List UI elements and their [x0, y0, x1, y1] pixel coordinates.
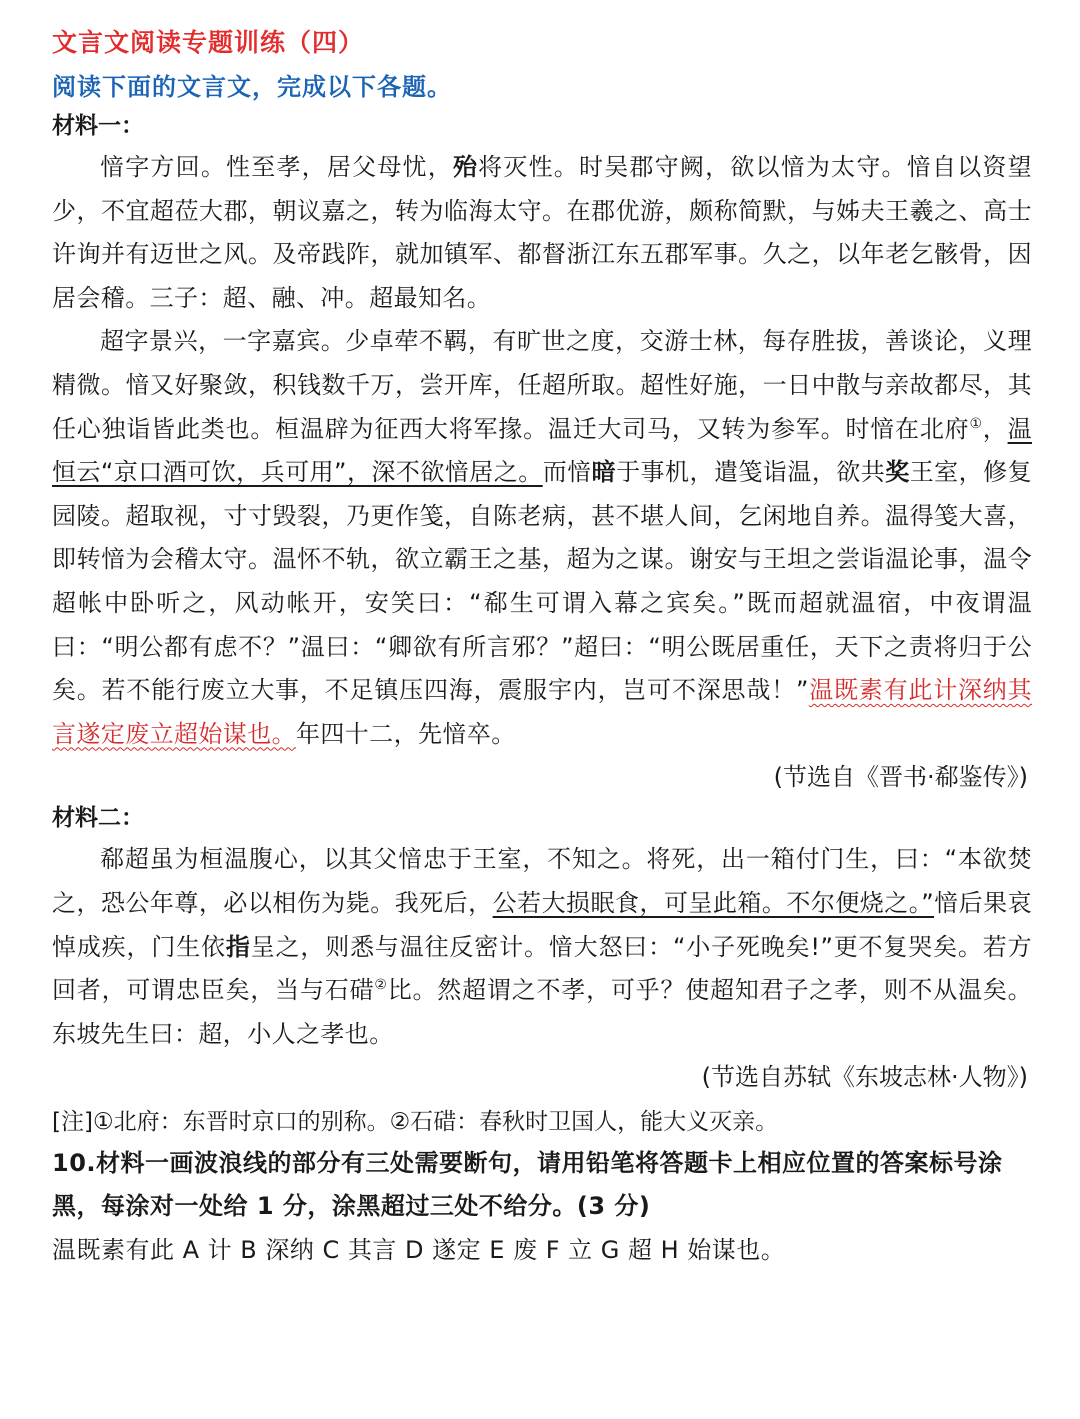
- material-one-paragraph-2: [52, 320, 1032, 756]
- bold-keyword: 殆: [452, 153, 479, 181]
- document-title: 文言文阅读专题训练（四）: [52, 28, 365, 57]
- text-run: 郗超虽为桓温腹心，以其父愔忠于王室，不知之。将死，出一箱付门生，曰：“本欲焚之，恐公年尊，必以相伤为毙。我死后，: [52, 845, 1032, 917]
- wavy-underlined-sentence: 温既素有此计深纳其言遂定废立超始谋也。: [52, 676, 1032, 748]
- text-run: ，: [982, 414, 1008, 443]
- bold-keyword: 奖: [885, 458, 910, 487]
- footnote: [注]①北府：东晋时京口的别称。②石碏：春秋时卫国人，能大义灭亲。: [52, 1109, 779, 1136]
- text-run: 于事机，遣笺诣温，欲共: [616, 458, 886, 487]
- footnote-marker: ②: [374, 977, 388, 994]
- material-one-heading: 材料一：: [52, 113, 144, 139]
- text-run: 王室，修复园陵。超取视，寸寸毁裂，乃更作笺，自陈老病，甚不堪人间，乞闲地自养。温得笺大喜，即转愔为会稽太守。温怀不轨，欲立霸王之基，超为之谋。谢安与王坦之尝诣温论事，温令超帐中卧听之，风动帐开，安笑曰：“郗生可谓入幕之宾矣。”既而超就温宿，中夜谓温曰：“明公都有虑不？”温曰：“卿欲有所言邪？”超曰：“明公既居重任，天下之责将归于公矣。若不能行废立大事，不足镇压四海，震服宇内，岂可不深思哉！”: [52, 458, 1032, 705]
- document-page: [52, 26, 1032, 1272]
- instruction-line: 阅读下面的文言文，完成以下各题。: [52, 73, 452, 101]
- text-run: 比。然超谓之不孝，可乎？使超知君子之孝，则不从温矣。东坡先生曰：超，小人之孝也。: [52, 976, 1033, 1048]
- material-two-heading: 材料二：: [52, 805, 144, 832]
- question-10: 10.材料一画波浪线的部分有三处需要断句，请用铅笔将答题卡上相应位置的答案标号涂黑，每涂对一处给 1 分，涂黑超过三处不给分。(3 分): [52, 1149, 1003, 1221]
- text-run: 呈之，则悉与温往反密计。愔大怒曰：“小子死晚矣!”更不复哭矣。若方回者，可谓忠臣矣，当与石碏: [52, 932, 1032, 1005]
- text-run: 超字景兴，一字嘉宾。少卓荦不羁，有旷世之度，交游士林，每存胜拔，善谈论，义理精微。愔又好聚敛，积钱数千万，尝开库，任超所取。超性好施，一日中散与亲故都尽，其任心独诣皆此类也。桓温辟为征西大将军掾。温迁大司马，又转为参军。时愔在北府: [52, 327, 1032, 443]
- material-one-paragraph-1: [52, 146, 1032, 320]
- material-two-paragraph: [52, 838, 1032, 1056]
- underlined-sentence: 公若大损眠食，可呈此箱。不尔便烧之。”: [492, 888, 935, 917]
- material-two-source: (节选自苏轼《东坡志林·人物》): [701, 1063, 1028, 1092]
- text-run: 愔字方回。性至孝，居父母忧，: [100, 153, 453, 181]
- material-one-source: (节选自《晋书·郗鉴传》): [773, 763, 1028, 792]
- bold-keyword: 暗: [591, 458, 617, 487]
- question-10-options: 温既素有此 A 计 B 深纳 C 其言 D 遂定 E 废 F 立 G 超 H 始谋也。: [52, 1236, 786, 1265]
- text-run: 而愔: [542, 458, 592, 487]
- footnote-marker: ①: [969, 415, 983, 432]
- bold-keyword: 指: [225, 932, 251, 961]
- text-run: 将灭性。时吴郡守阙，欲以愔为太守。愔自以资望少，不宜超莅大郡，朝议嘉之，转为临海太守。在郡优游，颇称简默，与姊夫王羲之、高士许询并有迈世之风。及帝践阼，就加镇军、都督浙江东五郡军事。久之，以年老乞骸骨，因居会稽。三子：超、融、冲。超最知名。: [52, 153, 1032, 312]
- text-run: 年四十二，先愔卒。: [296, 719, 516, 748]
- text-run: 愔后果哀悼成疾，门生依: [52, 888, 1032, 961]
- underlined-sentence: 温恒云“京口酒可饮，兵可用”，深不欲愔居之。: [52, 414, 1032, 487]
